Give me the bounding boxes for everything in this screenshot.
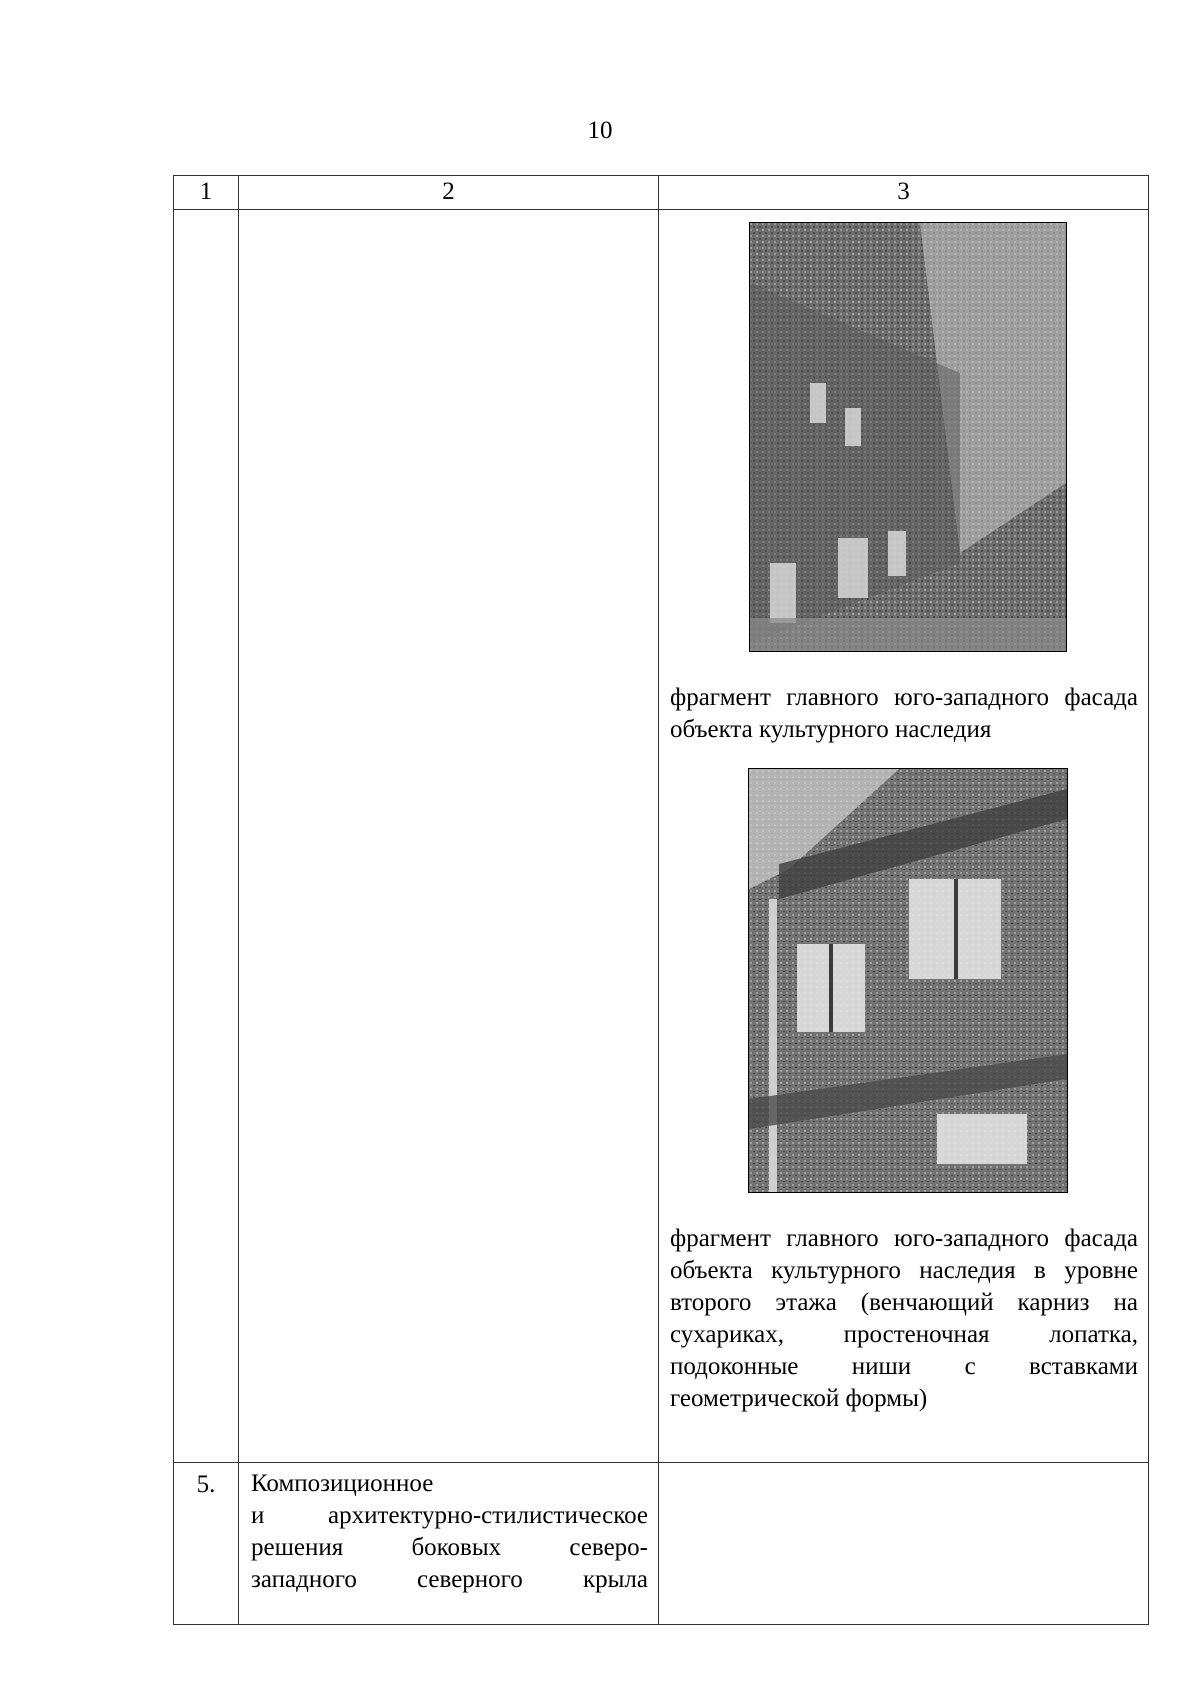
description-line: решения боковых северо-: [251, 1534, 648, 1561]
header-cell-2: 2: [239, 176, 659, 210]
facade-photo-1: [749, 222, 1067, 652]
description-line: западного северного крыла: [251, 1566, 648, 1593]
cell-number-empty: [174, 210, 239, 1463]
photo-caption-2: фрагмент главного юго-западного фасада объекта культурного наследия в уровне второго этажа (венчающий карниз на сухариках, простеночная лопатка, подоконные ниши с вставками геометрической формы): [670, 1225, 1138, 1412]
header-cell-3: 3: [659, 176, 1149, 210]
description-line: и архитектурно-стилистическое: [251, 1502, 648, 1529]
description-table: [173, 175, 1149, 1625]
cell-photos: [659, 210, 1149, 1463]
cell-description-empty: [239, 210, 659, 1463]
header-cell-1: 1: [174, 176, 239, 210]
table-row: [174, 210, 1149, 1463]
row-number: 5.: [174, 1463, 239, 1625]
page-number: 10: [587, 117, 613, 144]
description-line: Композиционное: [251, 1470, 434, 1497]
cell-photos-empty: [659, 1463, 1149, 1625]
table-row: [174, 1463, 1149, 1625]
photo-caption-1: фрагмент главного юго-западного фасада объекта культурного наследия: [670, 684, 1138, 743]
facade-photo-2: [748, 768, 1068, 1193]
row-description: [239, 1463, 659, 1625]
table-header-row: [174, 176, 1149, 210]
